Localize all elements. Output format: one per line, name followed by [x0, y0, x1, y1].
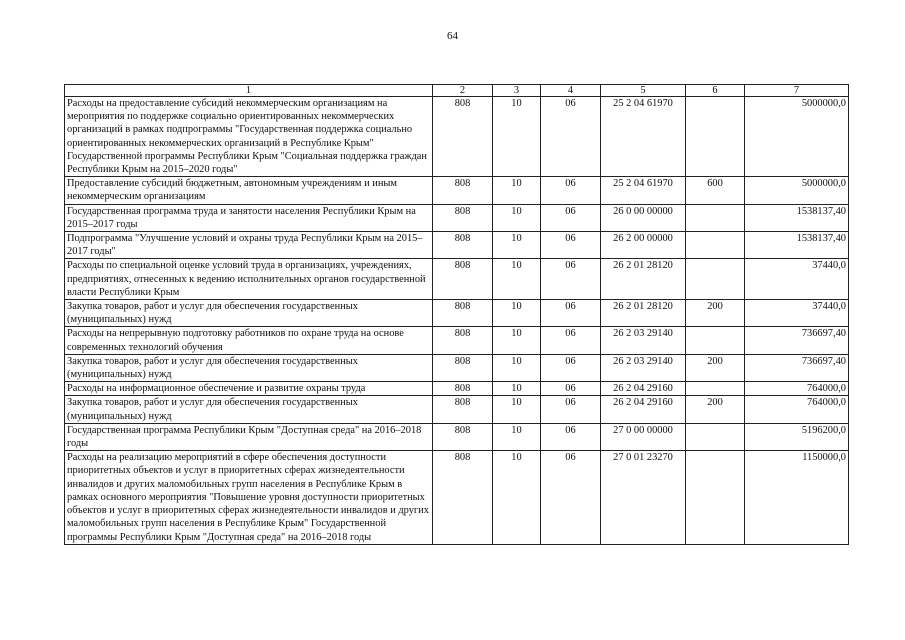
- expense-type-code: 200: [686, 354, 745, 381]
- section-code: 10: [493, 327, 541, 354]
- budget-table: [64, 84, 849, 545]
- amount: 5196200,0: [745, 423, 849, 450]
- table-row: [65, 354, 849, 381]
- table-row: [65, 396, 849, 423]
- expense-type-code: [686, 204, 745, 231]
- table-row: [65, 382, 849, 396]
- header-cell: 6: [686, 85, 745, 97]
- page-number: 64: [447, 30, 458, 42]
- header-row: [65, 85, 849, 97]
- expense-name: Расходы на непрерывную подготовку работников по охране труда на основе современных технологий обучения: [65, 327, 433, 354]
- expense-name: Государственная программа Республики Крым "Доступная среда" на 2016–2018 годы: [65, 423, 433, 450]
- target-article-code: 26 2 03 29140: [601, 327, 686, 354]
- expense-name: Расходы по специальной оценке условий труда в организациях, учреждениях, предприятиях, отнесенных к ведению исполнительных органов государственной власти Республики Крым: [65, 259, 433, 300]
- target-article-code: 27 0 00 00000: [601, 423, 686, 450]
- header-cell: 3: [493, 85, 541, 97]
- header-cell: 1: [65, 85, 433, 97]
- ministry-code: 808: [433, 204, 493, 231]
- amount: 37440,0: [745, 259, 849, 300]
- ministry-code: 808: [433, 259, 493, 300]
- expense-type-code: 600: [686, 177, 745, 204]
- subsection-code: 06: [541, 382, 601, 396]
- table-row: [65, 232, 849, 259]
- subsection-code: 06: [541, 204, 601, 231]
- expense-type-code: 200: [686, 396, 745, 423]
- table-row: [65, 259, 849, 300]
- ministry-code: 808: [433, 423, 493, 450]
- table-row: [65, 300, 849, 327]
- target-article-code: 26 2 01 28120: [601, 259, 686, 300]
- ministry-code: 808: [433, 396, 493, 423]
- subsection-code: 06: [541, 396, 601, 423]
- ministry-code: 808: [433, 382, 493, 396]
- expense-type-code: [686, 97, 745, 177]
- section-code: 10: [493, 382, 541, 396]
- table-row: [65, 97, 849, 177]
- target-article-code: 26 2 03 29140: [601, 354, 686, 381]
- subsection-code: 06: [541, 451, 601, 544]
- expense-name: Закупка товаров, работ и услуг для обеспечения государственных (муниципальных) нужд: [65, 300, 433, 327]
- expense-name: Расходы на предоставление субсидий некоммерческим организациям на мероприятия по поддержке социально ориентированных некоммерческих организаций в рамках подпрограммы "Государственная поддержка социально ориентированных некоммерческих организаций в Республике Крым" Государственной программы Республики Крым "Социальная поддержка граждан Республики Крым на 2015–2020 годы": [65, 97, 433, 177]
- ministry-code: 808: [433, 177, 493, 204]
- expense-name: Предоставление субсидий бюджетным, автономным учреждениям и иным некоммерческим организациям: [65, 177, 433, 204]
- table-row: [65, 327, 849, 354]
- amount: 764000,0: [745, 396, 849, 423]
- amount: 736697,40: [745, 327, 849, 354]
- target-article-code: 26 2 00 00000: [601, 232, 686, 259]
- ministry-code: 808: [433, 451, 493, 544]
- ministry-code: 808: [433, 354, 493, 381]
- target-article-code: 26 2 04 29160: [601, 396, 686, 423]
- header-cell: 5: [601, 85, 686, 97]
- section-code: 10: [493, 451, 541, 544]
- section-code: 10: [493, 396, 541, 423]
- target-article-code: 26 2 01 28120: [601, 300, 686, 327]
- expense-type-code: [686, 423, 745, 450]
- expense-type-code: [686, 327, 745, 354]
- amount: 37440,0: [745, 300, 849, 327]
- ministry-code: 808: [433, 232, 493, 259]
- table-row: [65, 423, 849, 450]
- target-article-code: 26 2 04 29160: [601, 382, 686, 396]
- subsection-code: 06: [541, 232, 601, 259]
- expense-name: Государственная программа труда и занятости населения Республики Крым на 2015–2017 годы: [65, 204, 433, 231]
- table-row: [65, 451, 849, 544]
- header-cell: 4: [541, 85, 601, 97]
- expense-type-code: 200: [686, 300, 745, 327]
- header-cell: 2: [433, 85, 493, 97]
- expense-type-code: [686, 382, 745, 396]
- expense-type-code: [686, 259, 745, 300]
- expense-name: Подпрограмма "Улучшение условий и охраны труда Республики Крым на 2015–2017 годы": [65, 232, 433, 259]
- subsection-code: 06: [541, 327, 601, 354]
- amount: 1150000,0: [745, 451, 849, 544]
- expense-name: Закупка товаров, работ и услуг для обеспечения государственных (муниципальных) нужд: [65, 354, 433, 381]
- subsection-code: 06: [541, 354, 601, 381]
- amount: 1538137,40: [745, 232, 849, 259]
- header-cell: 7: [745, 85, 849, 97]
- section-code: 10: [493, 204, 541, 231]
- subsection-code: 06: [541, 259, 601, 300]
- section-code: 10: [493, 423, 541, 450]
- target-article-code: 25 2 04 61970: [601, 97, 686, 177]
- expense-name: Расходы на реализацию мероприятий в сфере обеспечения доступности приоритетных объектов и услуг в приоритетных сферах жизнедеятельности инвалидов и других маломобильных групп населения в Республике Крым в рамках основного мероприятия "Повышение уровня доступности приоритетных объектов и услуг в приоритетных сферах жизнедеятельности инвалидов и других маломобильных групп населения в Республике Крым" Государственной программы Республики Крым "Доступная среда" на 2016–2018 годы: [65, 451, 433, 544]
- section-code: 10: [493, 354, 541, 381]
- target-article-code: 27 0 01 23270: [601, 451, 686, 544]
- subsection-code: 06: [541, 423, 601, 450]
- table-row: [65, 204, 849, 231]
- target-article-code: 26 0 00 00000: [601, 204, 686, 231]
- table-row: [65, 177, 849, 204]
- amount: 5000000,0: [745, 97, 849, 177]
- amount: 1538137,40: [745, 204, 849, 231]
- expense-name: Расходы на информационное обеспечение и развитие охраны труда: [65, 382, 433, 396]
- expense-type-code: [686, 451, 745, 544]
- ministry-code: 808: [433, 300, 493, 327]
- amount: 764000,0: [745, 382, 849, 396]
- section-code: 10: [493, 177, 541, 204]
- expense-name: Закупка товаров, работ и услуг для обеспечения государственных (муниципальных) нужд: [65, 396, 433, 423]
- subsection-code: 06: [541, 300, 601, 327]
- section-code: 10: [493, 97, 541, 177]
- ministry-code: 808: [433, 327, 493, 354]
- expense-type-code: [686, 232, 745, 259]
- section-code: 10: [493, 300, 541, 327]
- section-code: 10: [493, 232, 541, 259]
- subsection-code: 06: [541, 97, 601, 177]
- section-code: 10: [493, 259, 541, 300]
- subsection-code: 06: [541, 177, 601, 204]
- amount: 736697,40: [745, 354, 849, 381]
- ministry-code: 808: [433, 97, 493, 177]
- target-article-code: 25 2 04 61970: [601, 177, 686, 204]
- amount: 5000000,0: [745, 177, 849, 204]
